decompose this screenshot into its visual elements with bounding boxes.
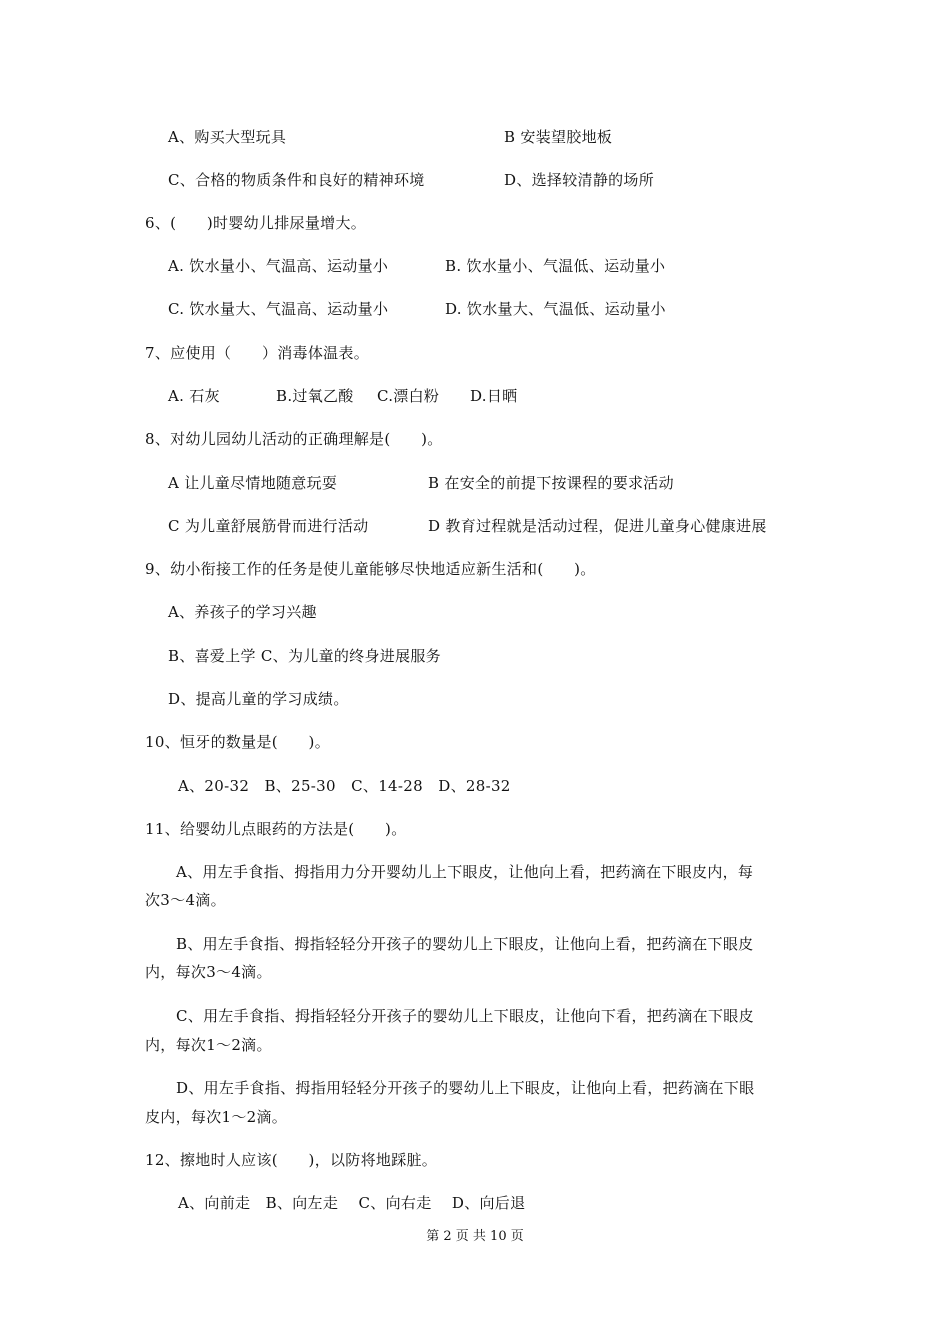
q11-option-d-line1: D、用左手食指、拇指用轻轻分开孩子的婴幼儿上下眼皮，让他向上看，把药滴在下眼 [176,1079,755,1097]
q7-option-b: B.过氧乙酸 [276,387,354,405]
q5-option-d: D、选择较清静的场所 [504,171,655,189]
q6-option-d: D. 饮水量大、气温低、运动量小 [445,300,666,318]
q7-option-d: D.日晒 [470,387,518,405]
q11-option-c-line2: 内，每次1～2滴。 [145,1036,272,1054]
q11-option-d-line2: 皮内，每次1～2滴。 [145,1108,288,1126]
q8-option-b: B 在安全的前提下按课程的要求活动 [428,474,674,492]
q5-option-c: C、合格的物质条件和良好的精神环境 [168,171,425,189]
q11-option-a-line2: 次3～4滴。 [145,891,226,909]
q11-question: 11、给婴幼儿点眼药的方法是( )。 [145,820,407,838]
q8-option-d: D 教育过程就是活动过程，促进儿童身心健康进展 [428,517,767,535]
q7-question: 7、应使用（ ）消毒体温表。 [145,344,370,362]
q11-option-b-line1: B、用左手食指、拇指轻轻分开孩子的婴幼儿上下眼皮，让他向上看，把药滴在下眼皮 [176,935,754,953]
q11-option-a-line1: A、用左手食指、拇指用力分开婴幼儿上下眼皮，让他向上看，把药滴在下眼皮内，每 [176,863,754,881]
q11-option-c-line1: C、用左手食指、拇指轻轻分开孩子的婴幼儿上下眼皮，让他向下看，把药滴在下眼皮 [176,1007,754,1025]
q12-question: 12、擦地时人应该( )，以防将地踩脏。 [145,1151,438,1169]
q9-option-a: A、养孩子的学习兴趣 [168,603,317,621]
q11-option-b-line2: 内，每次3～4滴。 [145,963,272,981]
q6-question: 6、( )时婴幼儿排尿量增大。 [145,214,367,232]
q7-option-a: A. 石灰 [168,387,220,405]
q10-question: 10、恒牙的数量是( )。 [145,733,330,751]
q6-option-a: A. 饮水量小、气温高、运动量小 [168,257,389,275]
q12-options: A、向前走 B、向左走 C、向右走 D、向后退 [178,1194,526,1212]
q5-option-a: A、购买大型玩具 [168,128,287,146]
q10-options: A、20-32 B、25-30 C、14-28 D、28-32 [178,777,511,795]
q8-option-c: C 为儿童舒展筋骨而进行活动 [168,517,369,535]
q6-option-b: B. 饮水量小、气温低、运动量小 [445,257,666,275]
q9-option-bc: B、喜爱上学 C、为儿童的终身进展服务 [168,647,441,665]
page-footer: 第 2 页 共 10 页 [426,1229,524,1244]
q7-option-c: C.漂白粉 [377,387,440,405]
q6-option-c: C. 饮水量大、气温高、运动量小 [168,300,389,318]
q9-question: 9、幼小衔接工作的任务是使儿童能够尽快地适应新生活和( )。 [145,560,596,578]
q8-question: 8、对幼儿园幼儿活动的正确理解是( )。 [145,430,443,448]
q9-option-d: D、提高儿童的学习成绩。 [168,690,349,708]
q8-option-a: A 让儿童尽情地随意玩耍 [168,474,338,492]
q5-option-b: B 安装望胶地板 [504,128,613,146]
